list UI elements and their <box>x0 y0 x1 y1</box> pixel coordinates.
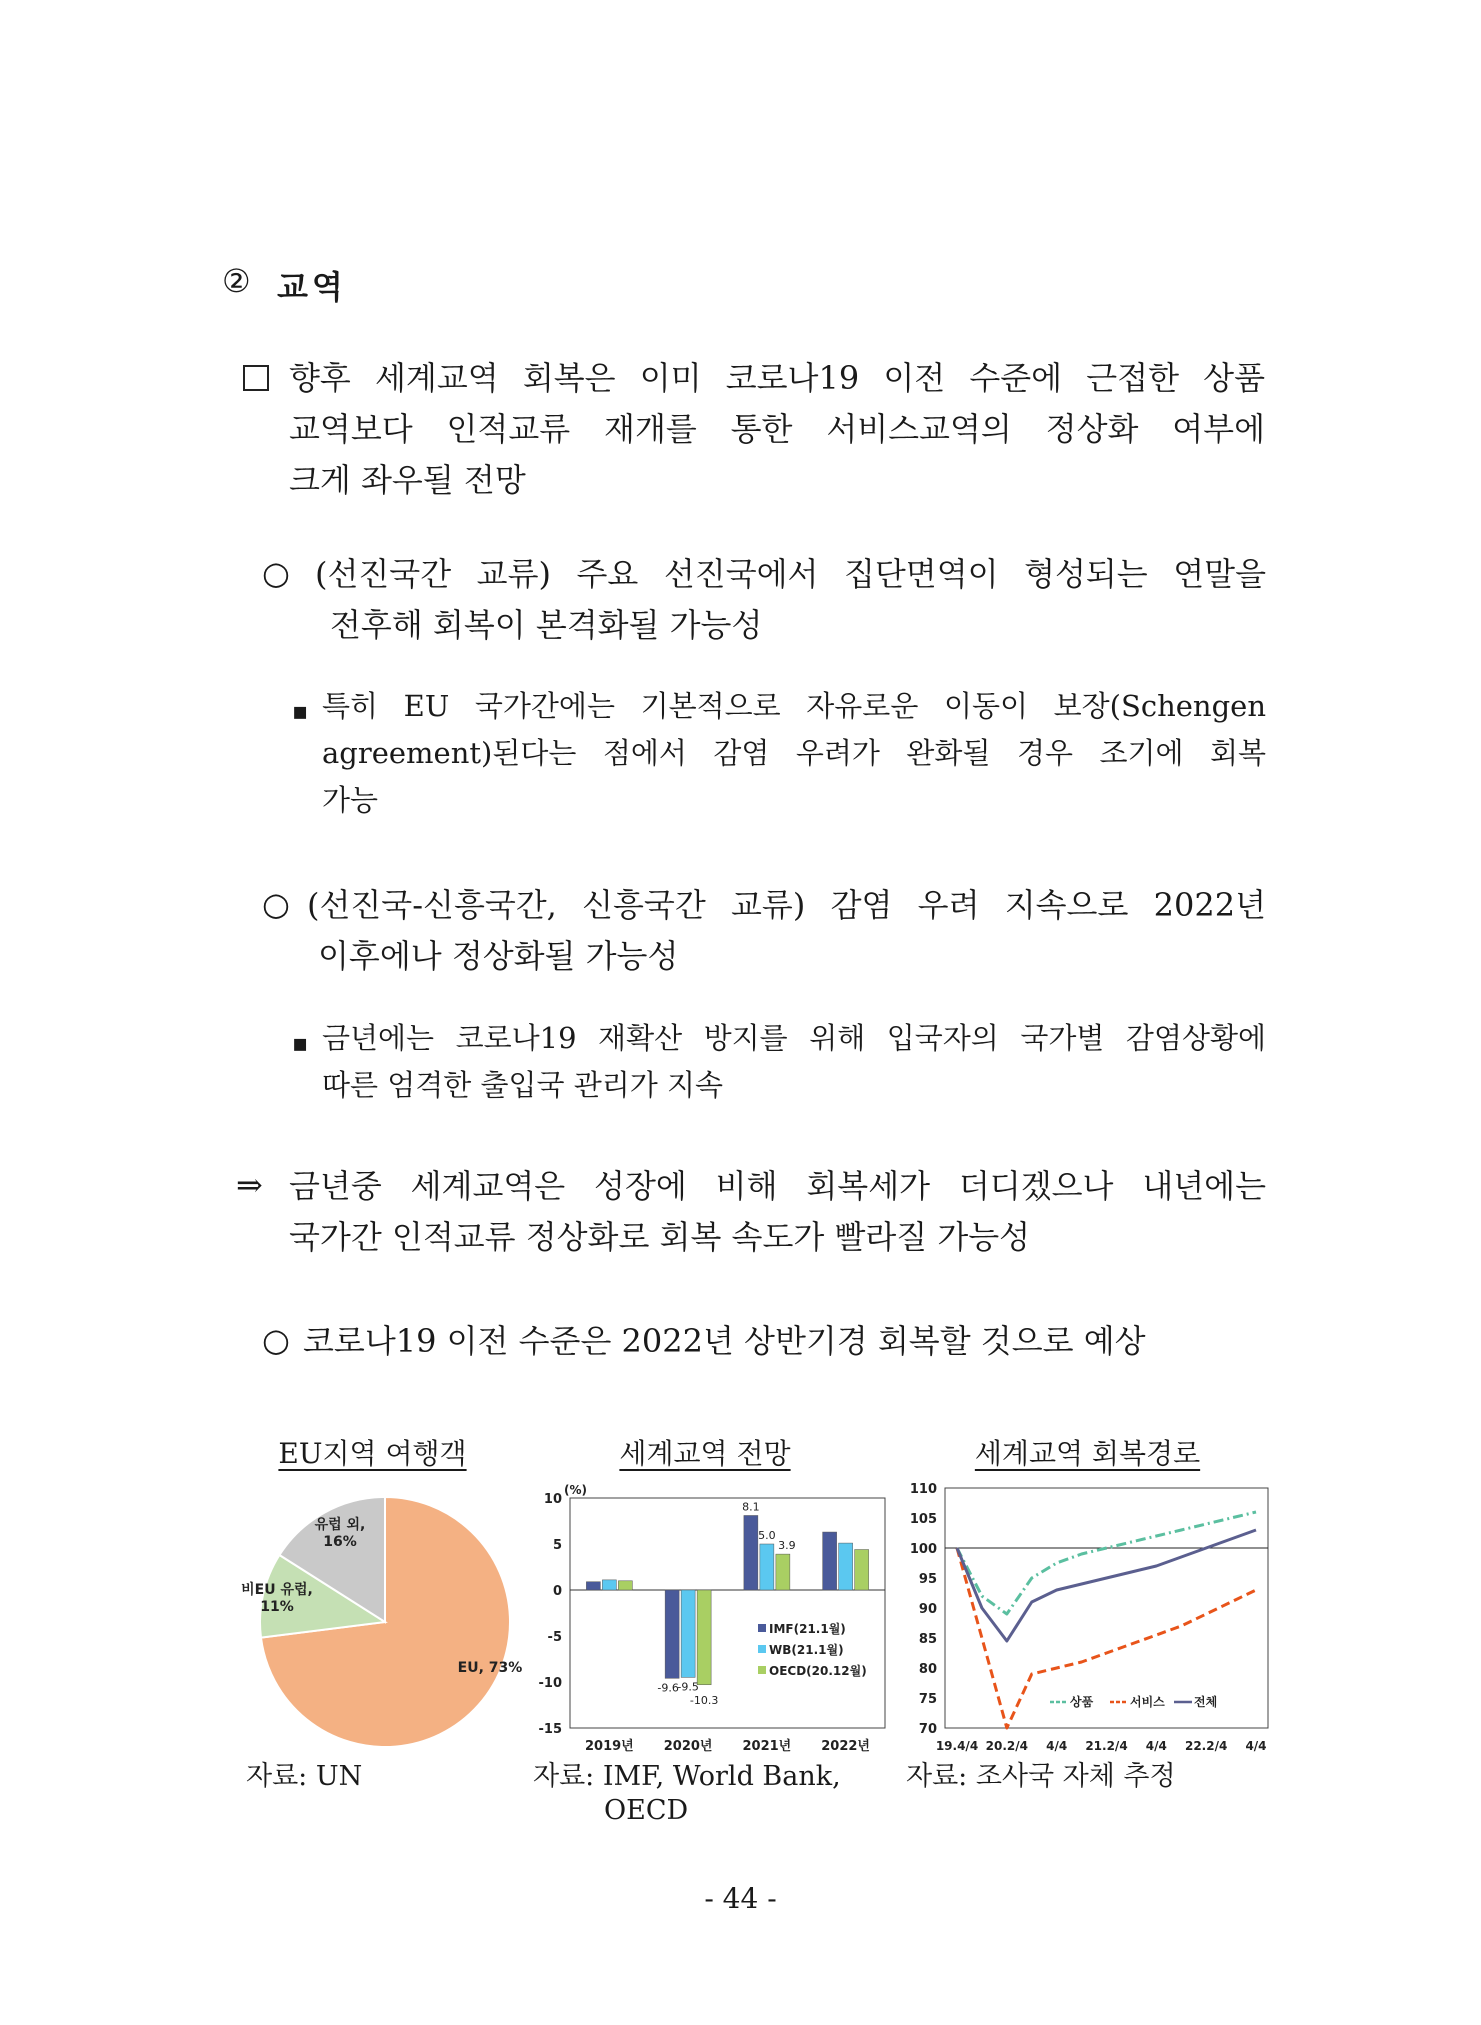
line-chart-title: 세계교역 회복경로 <box>974 1437 1201 1470</box>
circle-bullet-icon: ○ <box>262 1321 290 1359</box>
x-tick-label: 21.2/4 <box>1085 1739 1128 1753</box>
box-line-1: 향후 세계교역 회복은 이미 코로나19 이전 수준에 근접한 상품 <box>289 359 1265 397</box>
bar <box>776 1554 790 1590</box>
bar <box>760 1544 774 1590</box>
line-chart <box>900 1478 1275 1768</box>
pie-chart-title: EU지역 여행객 <box>278 1437 467 1470</box>
x-tick-label: 2019년 <box>585 1739 634 1754</box>
bar <box>697 1590 711 1685</box>
double-arrow-icon: ⇒ <box>236 1166 263 1204</box>
legend-label: 서비스 <box>1130 1695 1165 1709</box>
x-tick-label: 2022년 <box>821 1739 870 1754</box>
y-tick-label: 105 <box>909 1512 937 1527</box>
data-label: 5.0 <box>758 1529 776 1542</box>
arrow-line-1: 금년중 세계교역은 성장에 비해 회복세가 더디겠으나 내년에는 <box>289 1167 1266 1205</box>
line-source: 자료: 조사국 자체 추정 <box>906 1761 1176 1792</box>
bar <box>618 1581 632 1590</box>
y-tick-label: 75 <box>918 1692 937 1707</box>
arrow-line-2: 국가간 인적교류 정상화로 회복 속도가 빨라질 가능성 <box>289 1218 1031 1256</box>
legend-label: 전체 <box>1194 1695 1218 1709</box>
b2-line-2: 따른 엄격한 출입국 관리가 지속 <box>322 1068 724 1102</box>
x-tick-label: 2021년 <box>742 1739 792 1754</box>
x-tick-label: 19.4/4 <box>935 1739 979 1753</box>
data-label: 8.1 <box>742 1500 760 1514</box>
y-tick-label: -10 <box>538 1676 562 1691</box>
bar <box>855 1550 869 1590</box>
x-tick-label: 4/4 <box>1245 1739 1267 1753</box>
plot-frame <box>945 1488 1268 1728</box>
bar <box>744 1515 758 1590</box>
legend-swatch <box>758 1624 766 1632</box>
x-tick-label: 4/4 <box>1046 1739 1068 1753</box>
box-line-2: 교역보다 인적교류 재개를 통한 서비스교역의 정상화 여부에 <box>289 410 1265 448</box>
pie-source: 자료: UN <box>246 1761 363 1792</box>
data-label: 3.9 <box>778 1539 796 1553</box>
y-tick-label: 95 <box>918 1572 937 1587</box>
circle-bullet-icon: ○ <box>262 885 290 923</box>
data-label: -9.6 <box>657 1681 679 1695</box>
legend-swatch <box>758 1645 766 1653</box>
y-tick-label: 10 <box>543 1492 562 1507</box>
y-tick-label: 110 <box>909 1482 937 1497</box>
y-tick-label: -5 <box>547 1630 562 1645</box>
box-line-3: 크게 좌우될 전망 <box>289 461 526 499</box>
y-tick-label: 85 <box>918 1632 937 1647</box>
pie-label: 16% <box>323 1534 357 1550</box>
c1-line-1: (선진국간 교류) 주요 선진국에서 집단면역이 형성되는 연말을 <box>315 555 1266 593</box>
bar <box>681 1590 695 1677</box>
legend-label: 상품 <box>1070 1695 1094 1709</box>
c1-line-2: 전후해 회복이 본격화될 가능성 <box>330 606 763 644</box>
c2-line-1: (선진국-신흥국간, 신흥국간 교류) 감염 우려 지속으로 2022년 <box>307 886 1266 924</box>
c3-line-1: 코로나19 이전 수준은 2022년 상반기경 회복할 것으로 예상 <box>303 1322 1146 1360</box>
legend-swatch <box>758 1666 766 1674</box>
legend-label: OECD(20.12월) <box>769 1664 867 1678</box>
checkbox-icon <box>243 365 269 391</box>
y-tick-label: 70 <box>918 1722 937 1737</box>
bar <box>602 1580 616 1590</box>
x-tick-label: 20.2/4 <box>985 1739 1029 1753</box>
bar-source-line-2: OECD <box>604 1795 689 1826</box>
bar <box>823 1532 837 1590</box>
bar <box>586 1582 600 1590</box>
data-label: -10.3 <box>689 1693 719 1707</box>
page-number: - 44 - <box>704 1882 777 1915</box>
bar <box>665 1590 679 1678</box>
b1-line-1: 특히 EU 국가간에는 기본적으로 자유로운 이동이 보장(Schengen <box>322 689 1266 723</box>
bar-chart <box>530 1478 890 1768</box>
pie-label: 비EU 유럽, <box>241 1582 313 1598</box>
y-tick-label: 90 <box>918 1602 937 1617</box>
c2-line-2: 이후에나 정상화될 가능성 <box>318 937 679 975</box>
x-tick-label: 2020년 <box>663 1739 713 1754</box>
pie-chart <box>240 1490 530 1755</box>
bar <box>839 1543 853 1590</box>
square-bullet-icon: ▪ <box>292 697 309 725</box>
data-label: -9.5 <box>677 1680 699 1694</box>
bar-chart-title: 세계교역 전망 <box>619 1437 791 1470</box>
legend-label: IMF(21.1월) <box>769 1622 846 1636</box>
pie-label: 11% <box>260 1599 294 1615</box>
pie-label: EU, 73% <box>457 1660 523 1676</box>
y-axis-unit: (%) <box>564 1483 587 1497</box>
plot-frame <box>570 1498 885 1728</box>
y-tick-label: 100 <box>909 1542 937 1557</box>
pie-label: 유럽 외, <box>314 1517 366 1533</box>
square-bullet-icon: ▪ <box>292 1029 309 1057</box>
legend-label: WB(21.1월) <box>769 1643 844 1657</box>
x-tick-label: 22.2/4 <box>1184 1739 1228 1753</box>
circle-bullet-icon: ○ <box>262 554 290 592</box>
section-title: 교역 <box>277 268 347 306</box>
b1-line-2: agreement)된다는 점에서 감염 우려가 완화될 경우 조기에 회복 <box>322 736 1266 770</box>
section-number: ② <box>222 262 251 300</box>
y-tick-label: 0 <box>552 1584 562 1599</box>
b1-line-3: 가능 <box>322 783 379 817</box>
b2-line-1: 금년에는 코로나19 재확산 방지를 위해 입국자의 국가별 감염상황에 <box>322 1021 1266 1055</box>
y-tick-label: -15 <box>538 1722 562 1737</box>
y-tick-label: 80 <box>918 1662 937 1677</box>
x-tick-label: 4/4 <box>1145 1739 1167 1753</box>
bar-source-line-1: 자료: IMF, World Bank, <box>533 1761 841 1792</box>
y-tick-label: 5 <box>552 1538 562 1553</box>
